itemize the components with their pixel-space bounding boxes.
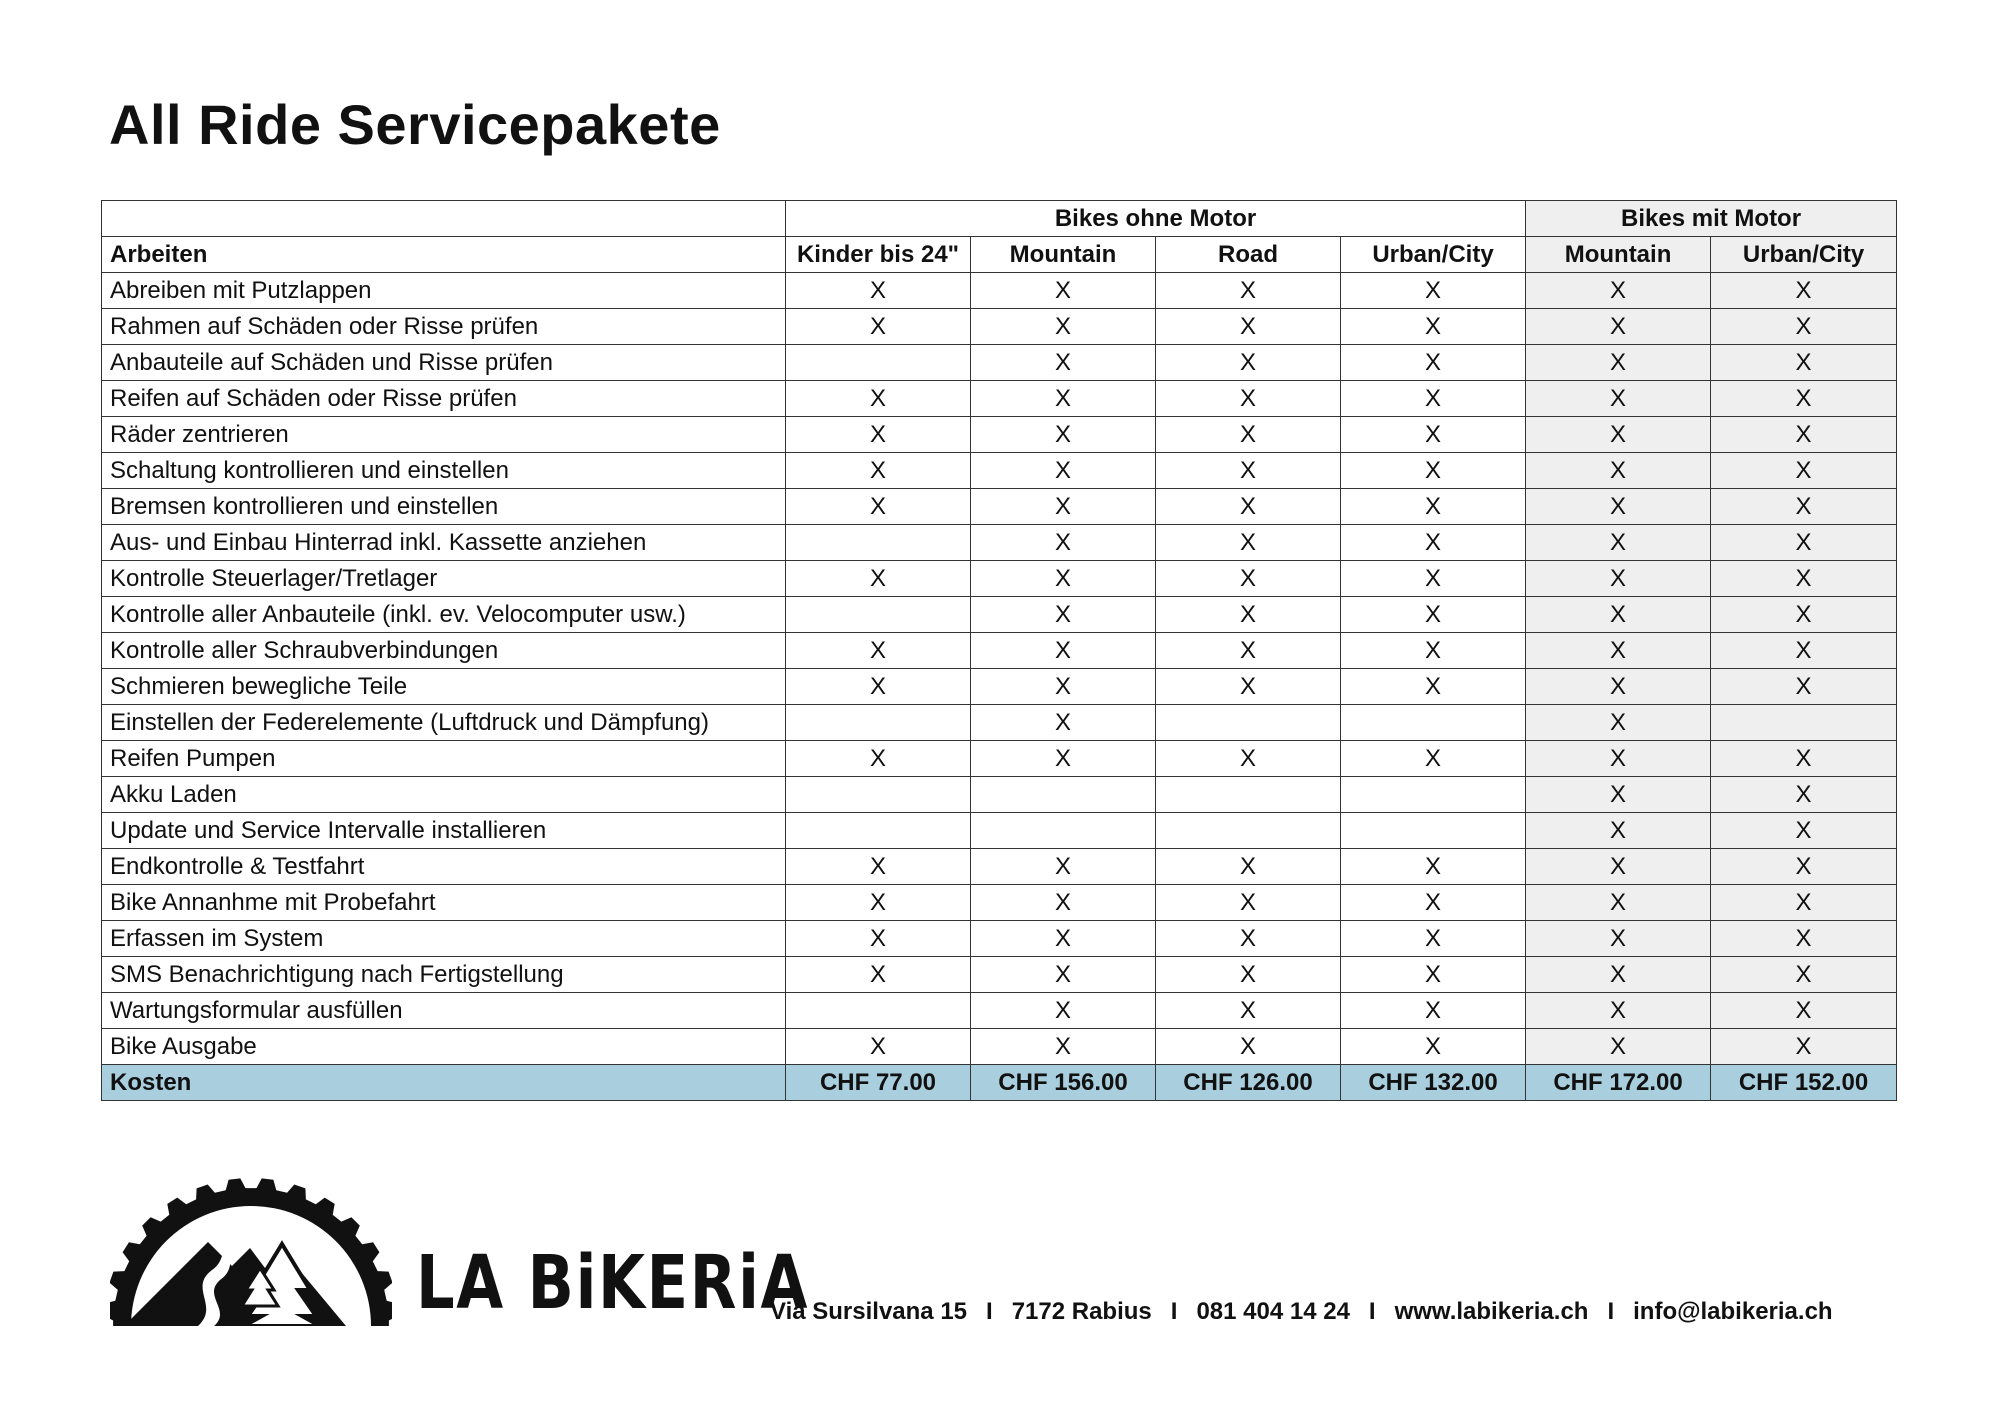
service-check-cell: [786, 597, 971, 633]
row-label: Update und Service Intervalle installieren: [102, 813, 786, 849]
row-label: Einstellen der Federelemente (Luftdruck und Dämpfung): [102, 705, 786, 741]
service-check-cell: X: [1341, 957, 1526, 993]
service-check-cell: X: [1711, 345, 1897, 381]
table-row: [102, 561, 1897, 597]
service-check-cell: X: [1341, 849, 1526, 885]
table-row: [102, 813, 1897, 849]
service-check-cell: X: [1526, 669, 1711, 705]
service-check-cell: X: [971, 633, 1156, 669]
service-check-cell: X: [1711, 813, 1897, 849]
service-check-cell: X: [1526, 273, 1711, 309]
service-check-cell: X: [1341, 1029, 1526, 1065]
contact-address: Via Sursilvana 15: [770, 1298, 968, 1325]
column-header-urban-city: Urban/City: [1341, 237, 1526, 273]
table-row: [102, 381, 1897, 417]
service-check-cell: X: [1156, 633, 1341, 669]
contact-separator: I: [986, 1298, 993, 1325]
service-check-cell: X: [1341, 561, 1526, 597]
table-row: [102, 309, 1897, 345]
service-check-cell: X: [1156, 453, 1341, 489]
row-label: Anbauteile auf Schäden und Risse prüfen: [102, 345, 786, 381]
cost-value: CHF 156.00: [971, 1065, 1156, 1101]
service-check-cell: X: [786, 921, 971, 957]
service-check-cell: X: [971, 741, 1156, 777]
service-check-cell: X: [1156, 525, 1341, 561]
service-check-cell: X: [971, 561, 1156, 597]
service-check-cell: X: [971, 309, 1156, 345]
service-check-cell: [786, 345, 971, 381]
service-check-cell: X: [1341, 345, 1526, 381]
service-check-cell: [971, 777, 1156, 813]
table-row: [102, 525, 1897, 561]
cost-value: CHF 126.00: [1156, 1065, 1341, 1101]
service-check-cell: X: [1711, 417, 1897, 453]
service-check-cell: X: [1526, 813, 1711, 849]
service-check-cell: X: [1711, 885, 1897, 921]
service-check-cell: X: [1526, 561, 1711, 597]
cost-value: CHF 132.00: [1341, 1065, 1526, 1101]
service-check-cell: X: [1711, 633, 1897, 669]
service-check-cell: X: [1711, 525, 1897, 561]
service-check-cell: X: [1526, 741, 1711, 777]
service-check-cell: [786, 777, 971, 813]
row-label: Bike Ausgabe: [102, 1029, 786, 1065]
service-check-cell: X: [1156, 417, 1341, 453]
table-row: [102, 705, 1897, 741]
service-check-cell: X: [786, 885, 971, 921]
service-check-cell: X: [1341, 993, 1526, 1029]
service-check-cell: X: [786, 309, 971, 345]
service-check-cell: X: [1341, 273, 1526, 309]
service-check-cell: X: [1341, 669, 1526, 705]
service-check-cell: X: [971, 669, 1156, 705]
service-check-cell: X: [1711, 453, 1897, 489]
row-label: Bike Annanhme mit Probefahrt: [102, 885, 786, 921]
table-row: [102, 885, 1897, 921]
contact-phone: 081 404 14 24: [1196, 1298, 1350, 1325]
row-label: Bremsen kontrollieren und einstellen: [102, 489, 786, 525]
column-header-motor-urban-city: Urban/City: [1711, 237, 1897, 273]
service-check-cell: X: [1711, 561, 1897, 597]
service-check-cell: X: [971, 1029, 1156, 1065]
service-check-cell: X: [1526, 597, 1711, 633]
service-check-cell: X: [1711, 273, 1897, 309]
service-check-cell: X: [1711, 849, 1897, 885]
service-check-cell: X: [1341, 381, 1526, 417]
column-header-arbeiten: Arbeiten: [102, 237, 786, 273]
service-check-cell: [786, 813, 971, 849]
service-check-cell: X: [1526, 417, 1711, 453]
service-check-cell: X: [971, 849, 1156, 885]
service-check-cell: X: [1156, 561, 1341, 597]
table-row: [102, 669, 1897, 705]
service-check-cell: X: [1341, 453, 1526, 489]
service-check-cell: X: [1156, 885, 1341, 921]
service-check-cell: X: [1341, 633, 1526, 669]
row-label: Räder zentrieren: [102, 417, 786, 453]
service-check-cell: X: [971, 921, 1156, 957]
service-check-cell: X: [1711, 597, 1897, 633]
row-label: Schmieren bewegliche Teile: [102, 669, 786, 705]
service-check-cell: [1156, 813, 1341, 849]
service-check-cell: [786, 993, 971, 1029]
row-label: Kontrolle Steuerlager/Tretlager: [102, 561, 786, 597]
service-check-cell: X: [1526, 525, 1711, 561]
contact-line: [770, 1298, 1833, 1326]
service-check-cell: X: [1526, 921, 1711, 957]
service-check-cell: X: [786, 489, 971, 525]
service-check-cell: X: [1711, 489, 1897, 525]
cost-value: CHF 172.00: [1526, 1065, 1711, 1101]
service-check-cell: [786, 525, 971, 561]
service-check-cell: X: [1341, 741, 1526, 777]
service-check-cell: [1711, 705, 1897, 741]
contact-separator: I: [1368, 1298, 1376, 1325]
table-row: [102, 597, 1897, 633]
group-header-row: [102, 201, 1897, 237]
service-check-cell: X: [1711, 1029, 1897, 1065]
column-header-row: [102, 237, 1897, 273]
service-check-cell: X: [971, 705, 1156, 741]
service-check-cell: X: [971, 273, 1156, 309]
table-row: [102, 453, 1897, 489]
table-row: [102, 273, 1897, 309]
service-check-cell: X: [971, 381, 1156, 417]
service-check-cell: X: [1711, 669, 1897, 705]
service-check-cell: X: [1526, 885, 1711, 921]
service-check-cell: X: [1341, 525, 1526, 561]
brand-name: LA BiKERiA: [416, 1240, 810, 1326]
service-check-cell: X: [971, 957, 1156, 993]
service-check-cell: X: [786, 957, 971, 993]
column-header-motor-mountain: Mountain: [1526, 237, 1711, 273]
empty-corner-cell: [102, 201, 786, 237]
cost-label: Kosten: [102, 1065, 786, 1101]
row-label: SMS Benachrichtigung nach Fertigstellung: [102, 957, 786, 993]
service-check-cell: X: [1711, 381, 1897, 417]
table-row: [102, 849, 1897, 885]
column-header-road: Road: [1156, 237, 1341, 273]
service-check-cell: X: [786, 741, 971, 777]
service-check-cell: X: [786, 273, 971, 309]
service-check-cell: X: [1341, 921, 1526, 957]
service-check-cell: X: [1711, 777, 1897, 813]
row-label: Reifen Pumpen: [102, 741, 786, 777]
service-check-cell: X: [1711, 309, 1897, 345]
service-check-cell: X: [1156, 921, 1341, 957]
service-check-cell: X: [786, 849, 971, 885]
row-label: Akku Laden: [102, 777, 786, 813]
service-check-cell: X: [1156, 345, 1341, 381]
service-check-cell: X: [786, 1029, 971, 1065]
row-label: Rahmen auf Schäden oder Risse prüfen: [102, 309, 786, 345]
table-row: [102, 633, 1897, 669]
service-check-cell: X: [1711, 957, 1897, 993]
service-check-cell: X: [971, 345, 1156, 381]
service-check-cell: X: [971, 993, 1156, 1029]
row-label: Endkontrolle & Testfahrt: [102, 849, 786, 885]
contact-city: 7172 Rabius: [1011, 1298, 1152, 1325]
row-label: Wartungsformular ausfüllen: [102, 993, 786, 1029]
service-check-cell: X: [1156, 309, 1341, 345]
service-check-cell: X: [1526, 705, 1711, 741]
service-check-cell: X: [1156, 741, 1341, 777]
row-label: Erfassen im System: [102, 921, 786, 957]
service-check-cell: X: [1526, 381, 1711, 417]
table-row: [102, 345, 1897, 381]
column-header-mountain: Mountain: [971, 237, 1156, 273]
table-row: [102, 777, 1897, 813]
page-title: All Ride Servicepakete: [109, 93, 721, 156]
table-row: [102, 921, 1897, 957]
service-check-cell: X: [1156, 1029, 1341, 1065]
table-row: [102, 741, 1897, 777]
table-row: [102, 993, 1897, 1029]
group-header-mit-motor: Bikes mit Motor: [1526, 201, 1897, 237]
service-check-cell: X: [1156, 273, 1341, 309]
service-check-cell: X: [1156, 381, 1341, 417]
service-check-cell: X: [971, 885, 1156, 921]
service-check-cell: X: [1156, 993, 1341, 1029]
service-check-cell: [1156, 705, 1341, 741]
cost-value: CHF 77.00: [786, 1065, 971, 1101]
service-check-cell: X: [1711, 921, 1897, 957]
service-check-cell: X: [786, 381, 971, 417]
service-check-cell: X: [1341, 417, 1526, 453]
service-check-cell: X: [786, 453, 971, 489]
service-check-cell: X: [1156, 489, 1341, 525]
contact-separator: I: [1607, 1298, 1615, 1325]
table-row: [102, 957, 1897, 993]
service-check-cell: [971, 813, 1156, 849]
service-check-cell: X: [971, 417, 1156, 453]
service-check-cell: X: [971, 453, 1156, 489]
service-check-cell: X: [1526, 309, 1711, 345]
service-check-cell: X: [1526, 633, 1711, 669]
row-label: Kontrolle aller Anbauteile (inkl. ev. Velocomputer usw.): [102, 597, 786, 633]
group-header-ohne-motor: Bikes ohne Motor: [786, 201, 1526, 237]
service-check-cell: [1341, 777, 1526, 813]
row-label: Schaltung kontrollieren und einstellen: [102, 453, 786, 489]
service-check-cell: X: [786, 417, 971, 453]
service-check-cell: X: [1526, 345, 1711, 381]
contact-separator: I: [1170, 1298, 1178, 1325]
contact-email-link[interactable]: info@labikeria.ch: [1633, 1298, 1833, 1325]
service-check-cell: X: [786, 561, 971, 597]
table-row: [102, 1029, 1897, 1065]
service-check-cell: X: [1711, 741, 1897, 777]
service-check-cell: X: [1156, 957, 1341, 993]
service-check-cell: [786, 705, 971, 741]
service-check-cell: [1341, 705, 1526, 741]
row-label: Kontrolle aller Schraubverbindungen: [102, 633, 786, 669]
row-label: Abreiben mit Putzlappen: [102, 273, 786, 309]
row-label: Reifen auf Schäden oder Risse prüfen: [102, 381, 786, 417]
table-row: [102, 417, 1897, 453]
service-check-cell: [1341, 813, 1526, 849]
service-check-cell: X: [1156, 849, 1341, 885]
service-check-cell: X: [1526, 993, 1711, 1029]
service-check-cell: X: [971, 489, 1156, 525]
service-check-cell: X: [1156, 597, 1341, 633]
column-header-kinder: Kinder bis 24": [786, 237, 971, 273]
service-check-cell: X: [1341, 489, 1526, 525]
service-check-cell: X: [786, 633, 971, 669]
gear-mountain-icon: [110, 1178, 392, 1326]
service-check-cell: X: [1711, 993, 1897, 1029]
service-check-cell: X: [1526, 777, 1711, 813]
service-check-cell: X: [1526, 489, 1711, 525]
service-check-cell: X: [1526, 1029, 1711, 1065]
service-check-cell: X: [971, 525, 1156, 561]
service-check-cell: X: [1526, 453, 1711, 489]
service-check-cell: X: [1526, 849, 1711, 885]
service-check-cell: X: [1156, 669, 1341, 705]
service-check-cell: X: [1341, 885, 1526, 921]
service-check-cell: X: [971, 597, 1156, 633]
row-label: Aus- und Einbau Hinterrad inkl. Kassette anziehen: [102, 525, 786, 561]
service-check-cell: [1156, 777, 1341, 813]
service-packages-table: [101, 200, 1897, 1101]
service-check-cell: X: [786, 669, 971, 705]
la-bikeria-logo: [110, 1178, 392, 1326]
table-row: [102, 489, 1897, 525]
service-check-cell: X: [1526, 957, 1711, 993]
contact-website-link[interactable]: www.labikeria.ch: [1394, 1298, 1589, 1325]
service-check-cell: X: [1341, 309, 1526, 345]
cost-row: [102, 1065, 1897, 1101]
service-check-cell: X: [1341, 597, 1526, 633]
cost-value: CHF 152.00: [1711, 1065, 1897, 1101]
